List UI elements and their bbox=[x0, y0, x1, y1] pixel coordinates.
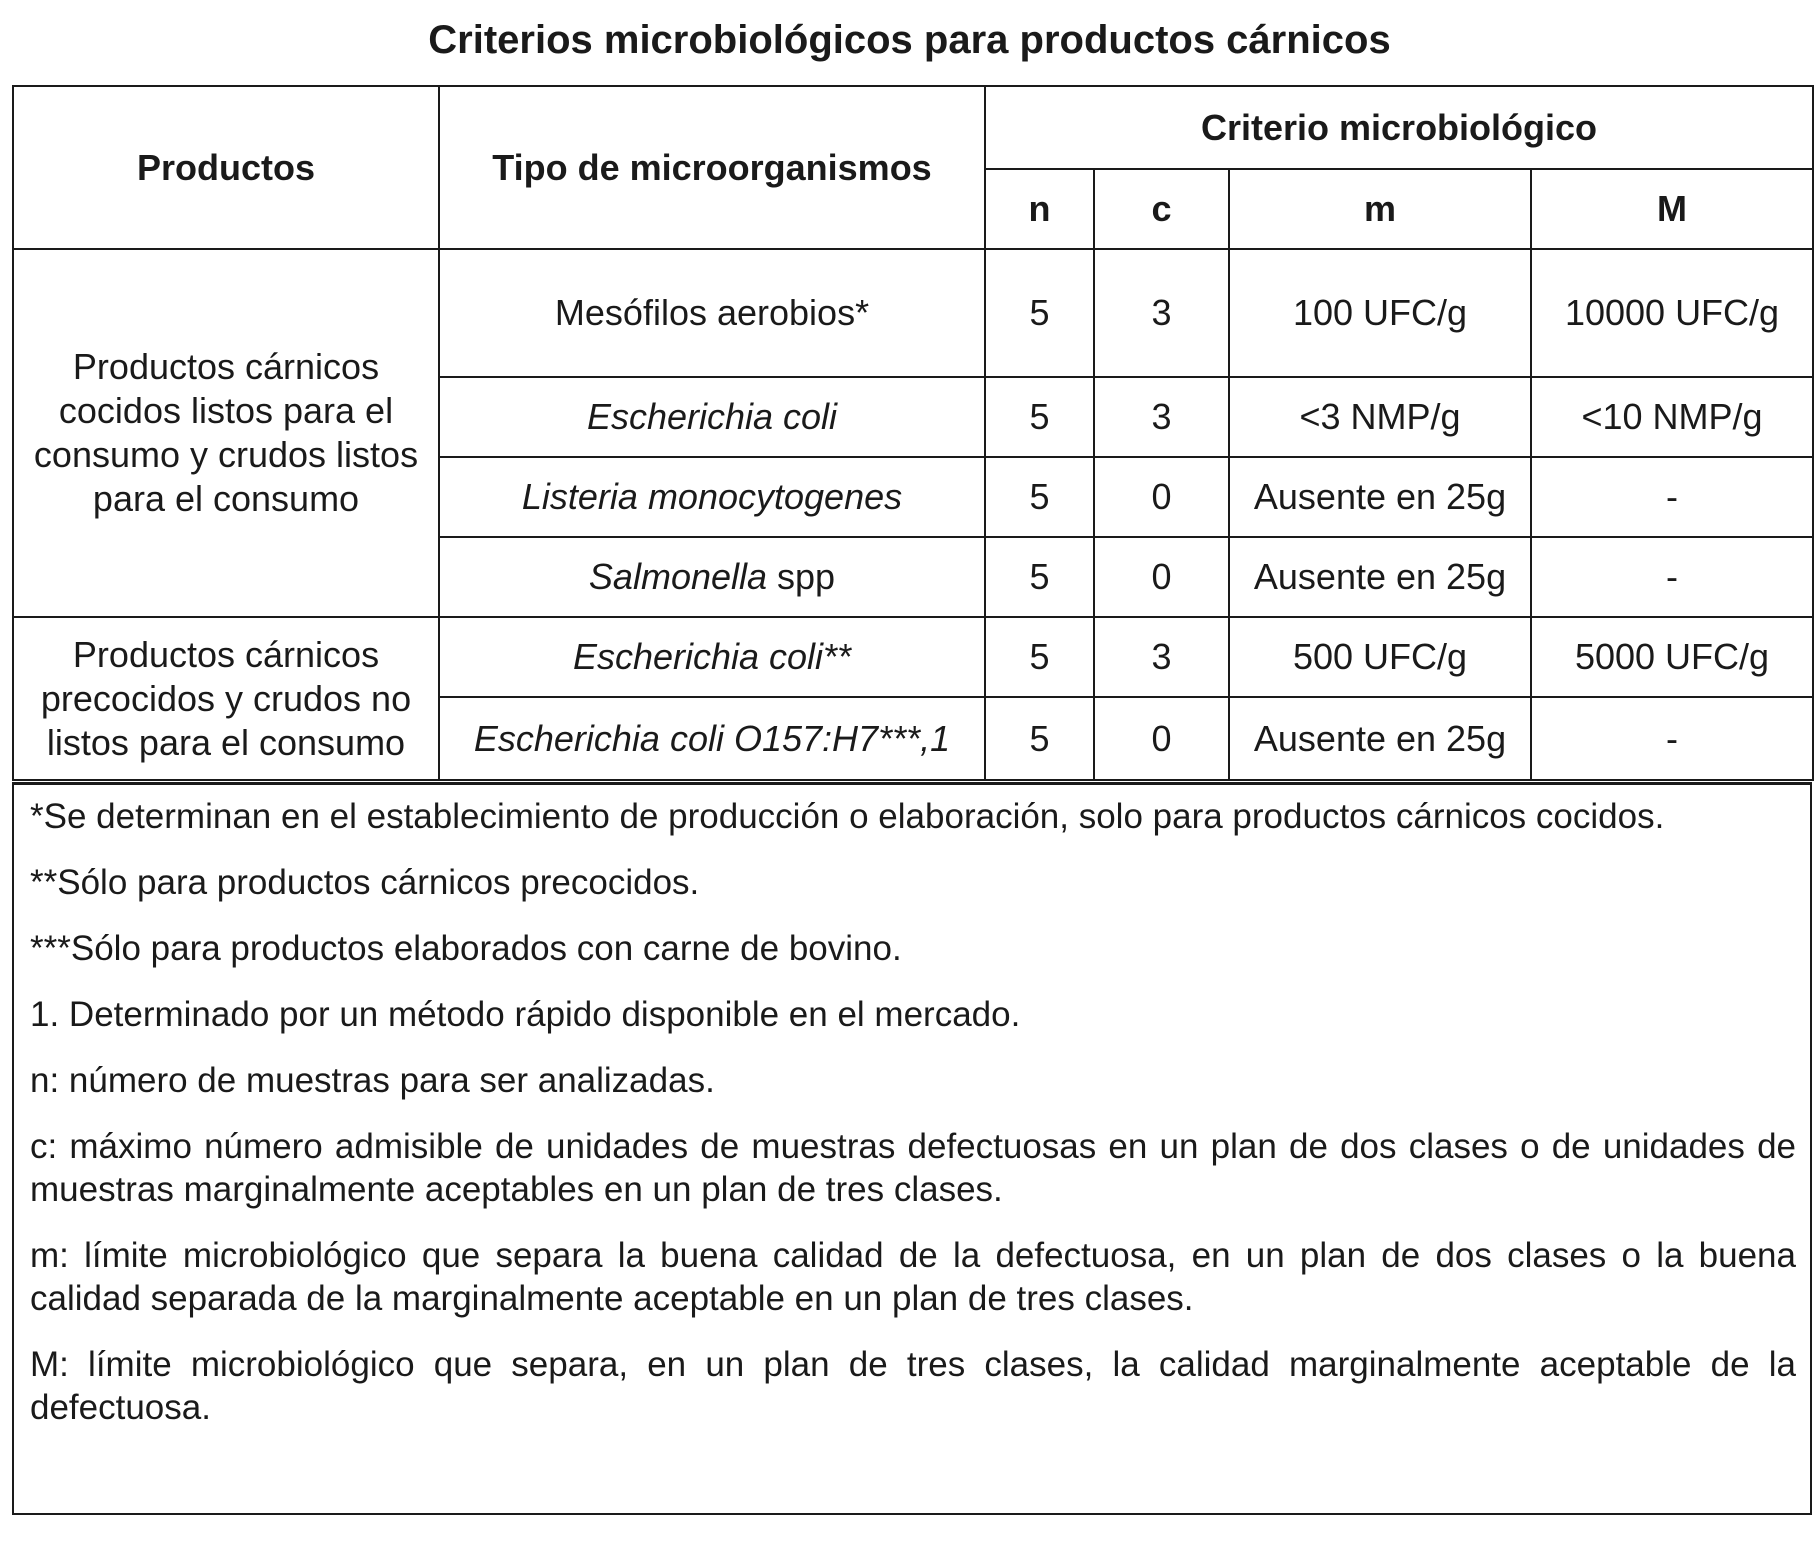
organism-italic: Listeria monocytogenes bbox=[521, 476, 903, 517]
value-n: 5 bbox=[985, 249, 1094, 377]
organism-italic: Escherichia coli O157:H7***,1 bbox=[473, 717, 951, 759]
note-item: *Se determinan en el establecimiento de producción o elaboración, solo para productos cárnicos cocidos. bbox=[30, 797, 1665, 836]
value-M: - bbox=[1531, 697, 1813, 780]
value-M: - bbox=[1531, 457, 1813, 537]
header-c: c bbox=[1094, 169, 1229, 249]
note-item: M: límite microbiológico que separa, en un plan de tres clases, la calidad marginalmente aceptable de la defectuosa. bbox=[30, 1345, 1796, 1427]
value-m: 500 UFC/g bbox=[1229, 617, 1531, 697]
organism-text: Mesófilos aerobios* bbox=[554, 292, 870, 333]
value-m: 100 UFC/g bbox=[1229, 249, 1531, 377]
notes-box bbox=[12, 782, 1812, 1515]
value-c: 0 bbox=[1094, 537, 1229, 617]
criteria-table bbox=[12, 85, 1814, 781]
organism-cell bbox=[439, 457, 985, 537]
header-n: n bbox=[985, 169, 1094, 249]
value-m: Ausente en 25g bbox=[1229, 537, 1531, 617]
product-cell: Productos cárnicos cocidos listos para el consumo y crudos listos para el consumo bbox=[13, 249, 439, 617]
note-item: c: máximo número admisible de unidades de muestras defectuosas en un plan de dos clases o de unidades de muestras marginalmente aceptables en un plan de tres clases. bbox=[30, 1127, 1796, 1209]
organism-italic: Escherichia coli** bbox=[572, 636, 852, 677]
organism-cell bbox=[439, 377, 985, 457]
note-item: n: número de muestras para ser analizadas. bbox=[30, 1061, 715, 1100]
value-n: 5 bbox=[985, 697, 1094, 780]
value-n: 5 bbox=[985, 617, 1094, 697]
header-m: m bbox=[1229, 169, 1531, 249]
note-item: ***Sólo para productos elaborados con carne de bovino. bbox=[30, 929, 902, 968]
note-item: **Sólo para productos cárnicos precocidos. bbox=[30, 863, 700, 902]
value-m: Ausente en 25g bbox=[1229, 697, 1531, 780]
header-productos: Productos bbox=[13, 86, 439, 249]
table-row bbox=[13, 617, 1813, 697]
value-c: 3 bbox=[1094, 377, 1229, 457]
value-M: 5000 UFC/g bbox=[1531, 617, 1813, 697]
value-n: 5 bbox=[985, 377, 1094, 457]
organism-text: spp bbox=[767, 556, 836, 597]
value-c: 3 bbox=[1094, 617, 1229, 697]
value-c: 0 bbox=[1094, 457, 1229, 537]
header-M: M bbox=[1531, 169, 1813, 249]
organism-italic: Escherichia coli bbox=[586, 396, 838, 437]
value-n: 5 bbox=[985, 537, 1094, 617]
header-tipo: Tipo de microorganismos bbox=[439, 86, 985, 249]
value-m: <3 NMP/g bbox=[1229, 377, 1531, 457]
value-M: <10 NMP/g bbox=[1531, 377, 1813, 457]
header-criterio: Criterio microbiológico bbox=[985, 86, 1813, 169]
organism-cell bbox=[439, 249, 985, 377]
value-c: 3 bbox=[1094, 249, 1229, 377]
organism-cell bbox=[439, 697, 985, 780]
organism-italic: Salmonella bbox=[588, 556, 768, 597]
note-item: m: límite microbiológico que separa la buena calidad de la defectuosa, en un plan de dos clases o la buena calidad separada de la marginalmente aceptable en un plan de tres clases. bbox=[30, 1236, 1796, 1318]
value-c: 0 bbox=[1094, 697, 1229, 780]
value-n: 5 bbox=[985, 457, 1094, 537]
product-cell: Productos cárnicos precocidos y crudos no listos para el consumo bbox=[13, 617, 439, 780]
value-M: - bbox=[1531, 537, 1813, 617]
organism-cell bbox=[439, 617, 985, 697]
page-title: Criterios microbiológicos para productos cárnicos bbox=[428, 18, 1391, 62]
value-m: Ausente en 25g bbox=[1229, 457, 1531, 537]
organism-cell bbox=[439, 537, 985, 617]
note-item: 1. Determinado por un método rápido disponible en el mercado. bbox=[30, 995, 1021, 1034]
table-row bbox=[13, 249, 1813, 377]
table-body bbox=[13, 249, 1813, 780]
value-M: 10000 UFC/g bbox=[1531, 249, 1813, 377]
